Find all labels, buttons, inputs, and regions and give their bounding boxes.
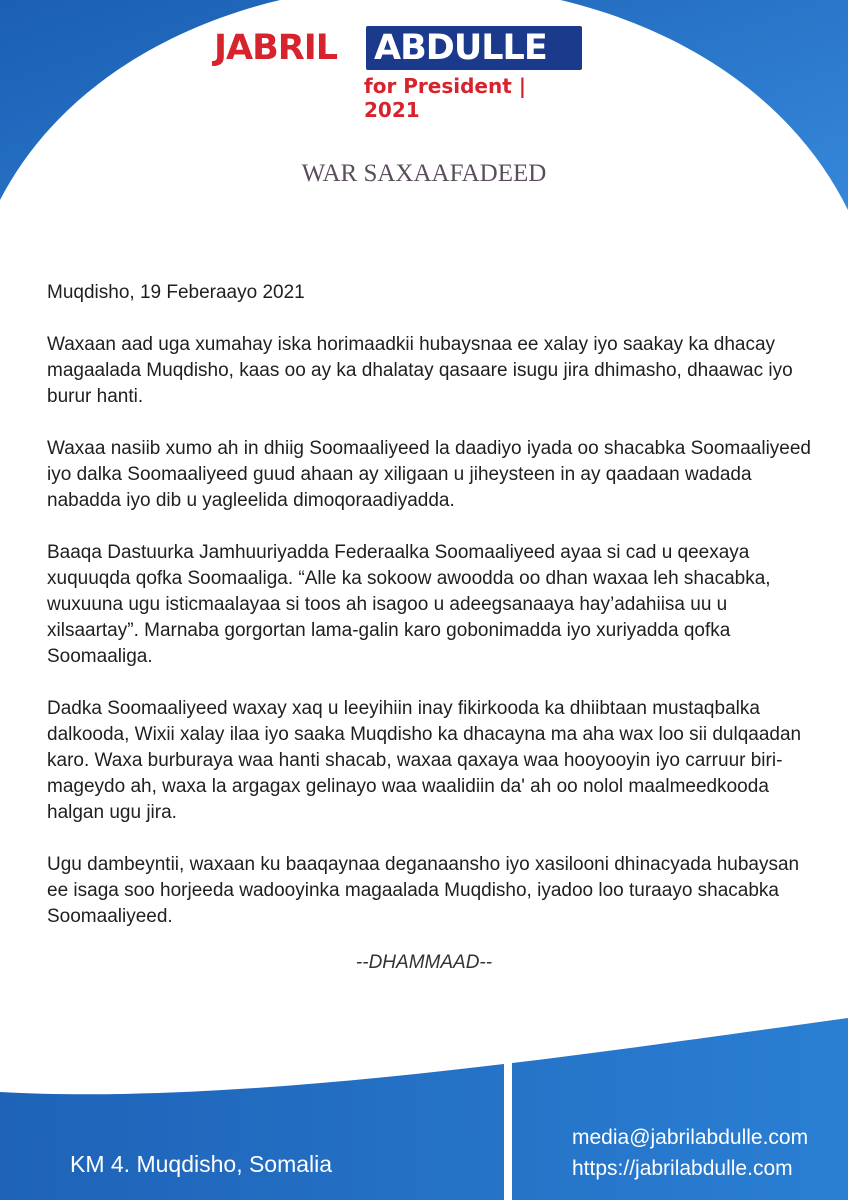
document-title: WAR SAXAAFADEED xyxy=(301,160,547,187)
paragraph-4: Dadka Soomaaliyeed waxay xaq u leeyihiin inay fikirkooda ka dhiibtaan mustaqbalka dalkooda, Wixii xalay ilaa iyo saaka Muqdisho ka dhacayna ma aha wax loo sii dulqaadan karo. Waxa burburaya waa hanti shacab, waxaa qaxaya waa hooyooyin iyo carruur biri-mageydo ah, waxa la argagax gelinayo waa waalidiin da' ah oo nolol maalmeedkooda halgan ugu jira. xyxy=(47,698,802,823)
footer-email[interactable]: media@jabrilabdulle.com xyxy=(572,1126,809,1149)
logo-first-name: JABRIL xyxy=(214,28,338,68)
dateline: Muqdisho, 19 Feberaayo 2021 xyxy=(47,282,305,303)
paragraph-2: Waxaa nasiib xumo ah in dhiig Soomaaliyeed la daadiyo iyada oo shacabka Soomaaliyeed iyo dalka Soomaaliyeed guud ahaan ay xiligaan u jiheysteen in ay qaadaan wadada nabadda iyo dib u yagleelida dimoqoraadiyadda. xyxy=(47,438,811,511)
paragraph-3: Baaqa Dastuurka Jamhuuriyadda Federaalka Soomaaliyeed ayaa si cad u qeexaya xuquuqda qofka Soomaaliga. “Alle ka sokoow awoodda oo dhan waxaa leh shacabka, wuxuuna ugu isticmaalayaa si toos ah isagoo u adeegsanaaya hay’adahiisa uu u xilsaartay”. Marnaba gorgortan lama-galin karo gobonimadda iyo xuriyadda qofka Soomaaliga. xyxy=(47,542,771,667)
press-release-body xyxy=(47,280,817,956)
footer-address: KM 4. Muqdisho, Somalia xyxy=(70,1151,333,1177)
footer-contact xyxy=(572,1122,808,1184)
paragraph-1: Waxaan aad uga xumahay iska horimaadkii hubaysnaa ee xalay iyo saakay ka dhacay magaalada Muqdisho, kaas oo ay ka dhalatay qasaare isugu jira dhimasho, dhaawac iyo burur hanti. xyxy=(47,334,793,407)
footer-website[interactable]: https://jabrilabdulle.com xyxy=(572,1157,793,1180)
closing-mark: --DHAMMAAD-- xyxy=(355,952,493,973)
footer-divider xyxy=(504,1062,512,1200)
campaign-logo xyxy=(214,26,586,122)
logo-tagline: for President | 2021 xyxy=(364,74,527,122)
paragraph-5: Ugu dambeyntii, waxaan ku baaqaynaa deganaansho iyo xasilooni dhinacyada hubaysan ee isaga soo horjeeda wadooyinka magaalada Muqdisho, iyadoo loo turaayo shacabka Soomaaliyeed. xyxy=(47,854,800,927)
logo-last-name: ABDULLE xyxy=(374,28,547,68)
